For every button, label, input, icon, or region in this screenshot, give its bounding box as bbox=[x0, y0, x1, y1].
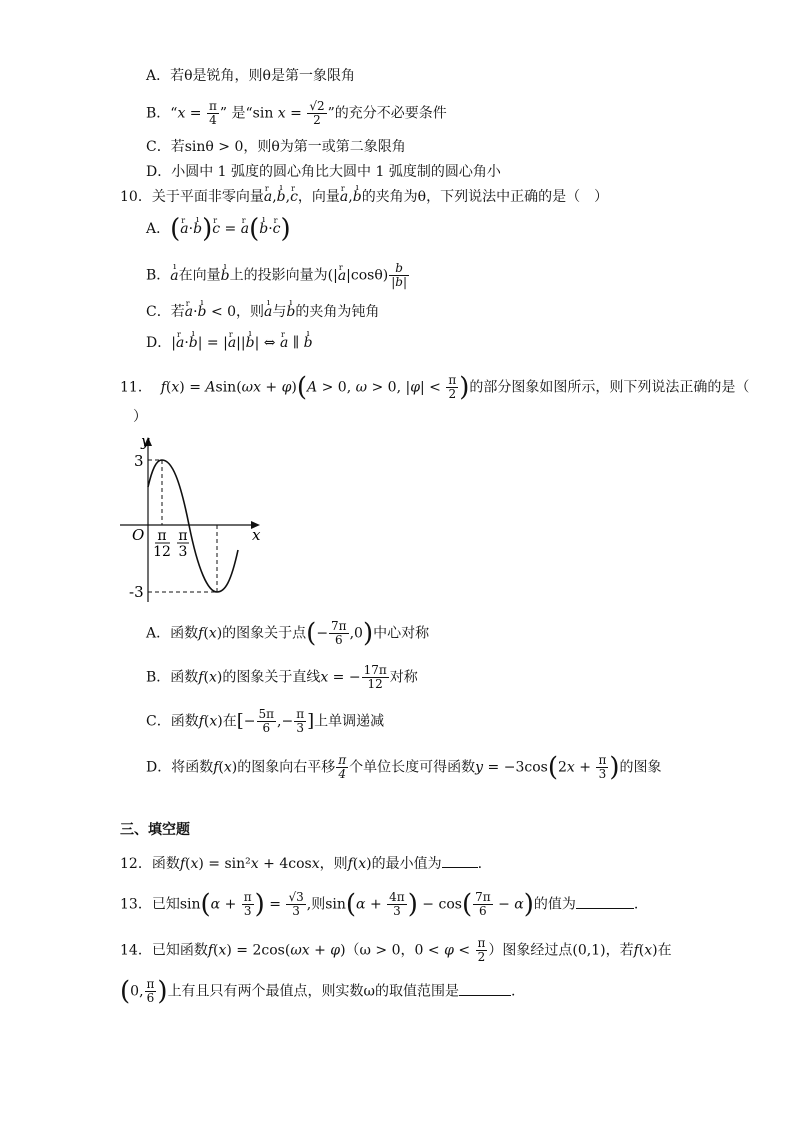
x-tick2-den: 3 bbox=[178, 544, 188, 560]
origin-label: O bbox=[132, 526, 145, 544]
sine-graph bbox=[112, 432, 272, 607]
q11-stem-close: ） bbox=[133, 409, 147, 425]
q9-option-c: C．若sinθ > 0，则θ为第一或第二象限角 bbox=[146, 139, 406, 155]
section-heading: 三、填空题 bbox=[120, 822, 190, 838]
q10-option-d: D．|r a·ı b| = |r a||ı b| ⇔ r a ∥ ı b bbox=[146, 334, 313, 352]
q14-answer-blank[interactable] bbox=[459, 983, 511, 996]
x-tick2-num: π bbox=[178, 528, 188, 544]
q10-option-a: A．(r a·ı b)r c = r a(ı b·r c) bbox=[146, 220, 291, 238]
x-axis-label: x bbox=[252, 526, 261, 544]
x-tick1-den: 12 bbox=[153, 544, 171, 560]
q11-option-a: A．函数f(x)的图象关于点(− $\frac{7\pi}{6}$ ,0)中心对称 bbox=[146, 618, 430, 649]
q14-line1: 14．已知函数f(x) = 2cos(ωx + φ)（ω > 0，0 < φ < $\frac{\pi}{2}$ ）图象经过点(0,1)，若f(x)在 bbox=[120, 936, 672, 964]
q10-stem: 10．关于平面非零向量r a,ı b,r c，向量r a,ı b的夹角为θ，下列说法中正确的是（ ） bbox=[120, 188, 608, 206]
q9-option-b: B．“x = $\frac{\pi}{4}$ ” 是“sin x = $\frac{√2}{2}$ ”的充分不必要条件 bbox=[146, 99, 447, 127]
q11-option-b: B．函数f(x)的图象关于直线x = − $\frac{17\pi}{12}$ 对称 bbox=[146, 663, 418, 691]
q11-option-d: D．将函数f(x)的图象向右平移 $\frac{\pi}{4}$ 个单位长度可得函数y = −3cos(2x + $\frac{\pi}{3}$ )的图象 bbox=[146, 752, 662, 783]
y-min-label: -3 bbox=[129, 583, 144, 601]
q9-option-a: A．若θ是锐角，则θ是第一象限角 bbox=[146, 68, 355, 84]
q13: 13．已知sin(α + $\frac{\pi}{3}$ ) = $\frac{√3}{3}$ ,则sin(α + $\frac{4\pi}{3}$ ) − cos( $\frac{7\pi}{6}$ − α)的值为 . bbox=[120, 889, 639, 920]
q10-option-b: B．ı a在向量ı b上的投影向量为(|r a|cosθ) $\frac{b}{|b|}$ bbox=[146, 262, 410, 289]
y-max-label: 3 bbox=[134, 452, 144, 470]
q12-answer-blank[interactable] bbox=[442, 855, 478, 868]
q14-line2: (0, $\frac{\pi}{6}$ )上有且只有两个最值点，则实数ω的取值范围是 . bbox=[120, 976, 516, 1007]
q11-option-c: C．函数f(x)在[− $\frac{5\pi}{6}$ ,− $\frac{\pi}{3}$ ]上单调递减 bbox=[146, 707, 385, 735]
q12: 12．函数f(x) = sin²x + 4cosx，则f(x)的最小值为 . bbox=[120, 856, 483, 872]
q11-stem: 11． f(x) = Asin(ωx + φ)(A > 0, ω > 0, |φ| < $\frac{\pi}{2}$ )的部分图象如图所示，则下列说法正确的是（ bbox=[120, 372, 750, 403]
q9-option-d: D．小圆中 1 弧度的圆心角比大圆中 1 弧度制的圆心角小 bbox=[146, 164, 501, 180]
y-axis-label: y bbox=[141, 432, 150, 450]
sine-curve bbox=[148, 460, 238, 592]
q13-answer-blank[interactable] bbox=[576, 896, 634, 909]
q10-option-c: C．若r a·ı b < 0，则ı a与ı b的夹角为钝角 bbox=[146, 303, 379, 321]
x-tick1-num: π bbox=[157, 528, 167, 544]
